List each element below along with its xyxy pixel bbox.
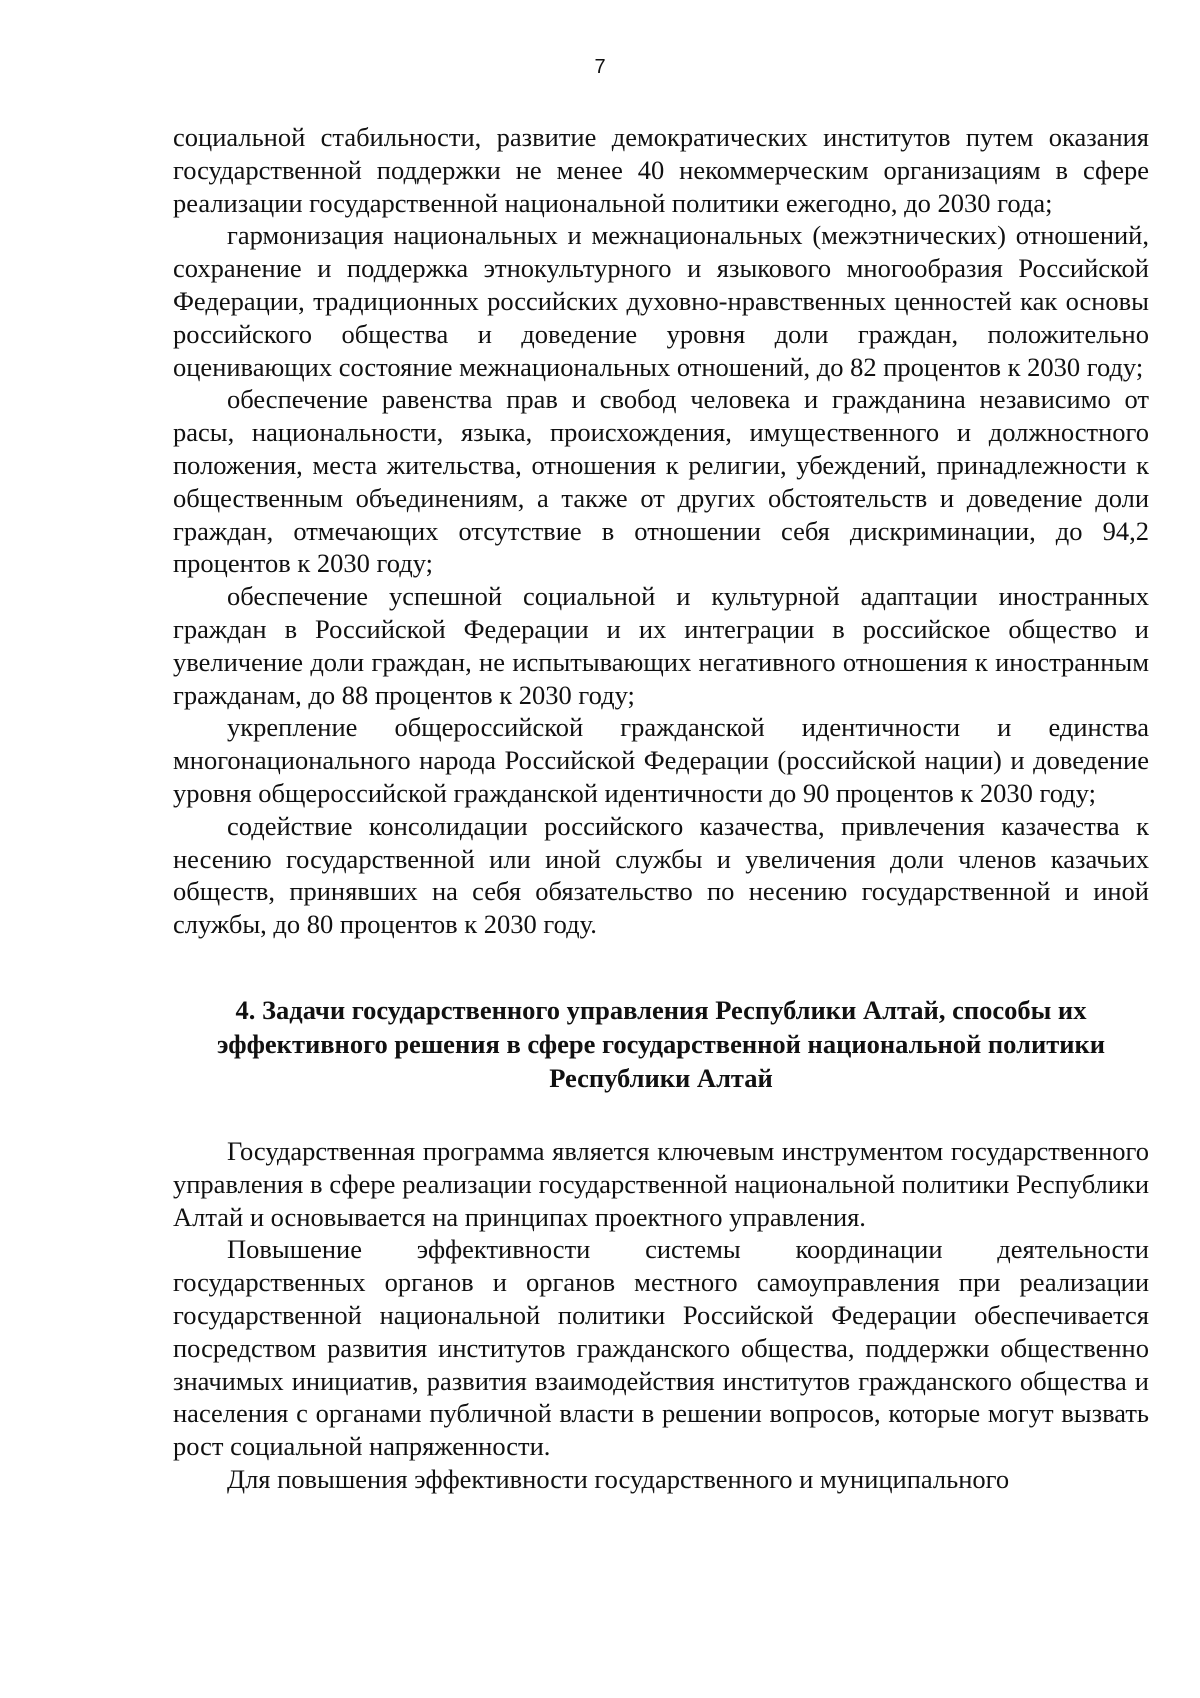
section-heading-line: 4. Задачи государственного управления Республики Алтай, способы их	[235, 994, 1087, 1025]
paragraph-coordination: Повышение эффективности системы координации деятельности государственных органов и органов местного самоуправления при реализации государственной национальной политики Российской Федерации обеспечивается посредством развития институтов гражданского общества, поддержки общественно значимых инициатив, развития взаимодействия институтов гражданского общества и населения с органами публичной власти в решении вопросов, которые могут вызвать рост социальной напряженности.	[173, 1234, 1149, 1462]
section-heading-line: эффективного решения в сфере государственной национальной политики	[216, 1028, 1106, 1059]
paragraph-harmonization: гармонизация национальных и межнациональных (межэтнических) отношений, сохранение и поддержка этнокультурного и языкового многообразия Российской Федерации, традиционных российских духовно-нравственных ценностей как основы российского общества и доведение уровня доли граждан, положительно оценивающих состояние межнациональных отношений, до 82 процентов к 2030 году;	[173, 220, 1149, 382]
paragraph-program: Государственная программа является ключевым инструментом государственного управления в сфере реализации государственной национальной политики Республики Алтай и основывается на принципах проектного управления.	[173, 1135, 1149, 1232]
paragraph-cossacks: содействие консолидации российского казачества, привлечения казачества к несению государственной или иной службы и увеличения доли членов казачьих обществ, принявших на себя обязательство по несению государственной и иной службы, до 80 процентов к 2030 году.	[173, 810, 1149, 940]
paragraph-equality: обеспечение равенства прав и свобод человека и гражданина независимо от расы, национальности, языка, происхождения, имущественного и должностного положения, места жительства, отношения к религии, убеждений, принадлежности к общественным объединениям, а также от других обстоятельств и доведение доли граждан, отмечающих отсутствие в отношении себя дискриминации, до 94,2 процентов к 2030 году;	[173, 384, 1149, 579]
paragraph-continuation: социальной стабильности, развитие демократических институтов путем оказания государственной поддержки не менее 40 некоммерческим организациям в сфере реализации государственной национальной политики ежегодно, до 2030 года;	[173, 122, 1149, 218]
paragraph-identity: укрепление общероссийской гражданской идентичности и единства многонационального народа Российской Федерации (российской нации) и доведение уровня общероссийской гражданской идентичности до 90 процентов к 2030 году;	[173, 712, 1149, 808]
document-body	[173, 121, 1149, 1496]
section-heading-line: Республики Алтай	[549, 1062, 773, 1093]
paragraph-efficiency: Для повышения эффективности государственного и муниципального	[227, 1463, 1010, 1494]
page-number: 7	[594, 56, 606, 78]
paragraph-adaptation: обеспечение успешной социальной и культурной адаптации иностранных граждан в Российской Федерации и их интеграции в российское общество и увеличение доли граждан, не испытывающих негативного отношения к иностранным гражданам, до 88 процентов к 2030 году;	[173, 581, 1149, 710]
section-heading	[173, 993, 1149, 1095]
